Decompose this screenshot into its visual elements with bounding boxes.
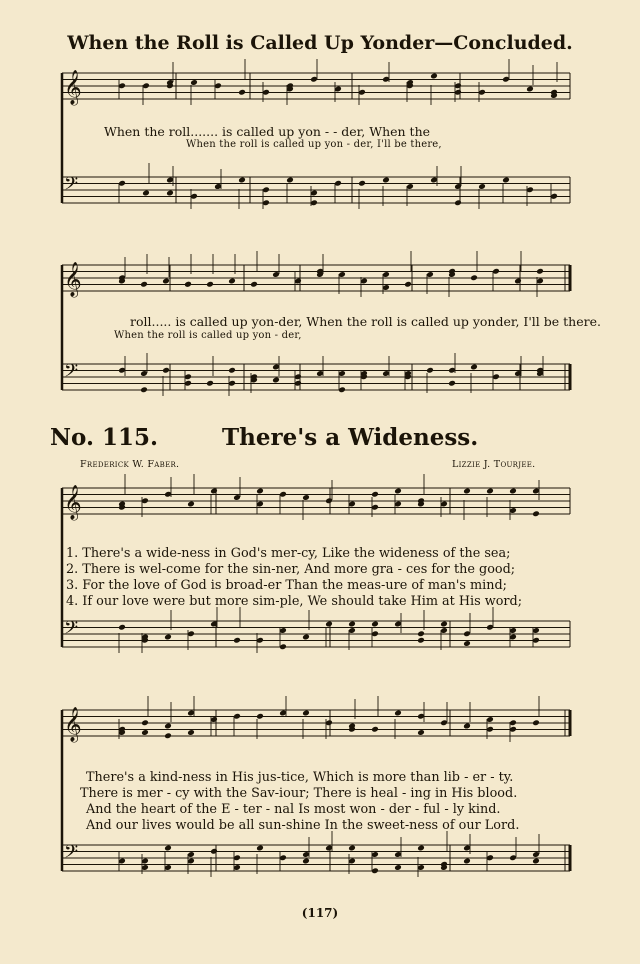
bass-clef-icon: 𝄢: [64, 618, 79, 643]
note-head: [286, 177, 294, 184]
note-head: [233, 637, 241, 644]
note-head: [394, 864, 402, 871]
verse-line-1b: There's a kind-ness in His jus-tice, Which is more than lib - er - ty.: [86, 770, 514, 785]
hymn-title: There's a Wideness.: [222, 424, 479, 451]
note-head: [256, 713, 264, 720]
note-head: [164, 634, 172, 641]
note-head: [162, 278, 170, 285]
system1-lyric-alto: When the roll is called up yon - der, I'll be there,: [186, 139, 442, 150]
note-head: [371, 726, 379, 733]
note-head: [470, 274, 478, 281]
verse-line-2b: There is mer - cy with the Sav-iour; There is heal - ing in His blood.: [80, 786, 518, 801]
system1-lyric-main: When the roll....... is called up yon - - der, When the: [104, 124, 431, 139]
verse-line-3a: 3. For the love of God is broad-er Than the meas-ure of man's mind;: [66, 578, 507, 593]
note-head: [140, 281, 148, 288]
note-head: [448, 380, 456, 387]
note-head: [526, 86, 534, 93]
note-head: [164, 732, 172, 739]
note-head: [141, 729, 149, 736]
hymn-number: No. 115.: [50, 424, 158, 451]
hymn-author: Frederick W. Faber.: [80, 459, 180, 470]
treble-clef-icon: 𝄞: [64, 262, 82, 297]
note-head: [302, 858, 310, 865]
note-head: [470, 364, 478, 371]
note-head: [164, 723, 172, 730]
note-head: [532, 510, 540, 517]
note-head: [302, 634, 310, 641]
verse-line-4b: And our lives would be all sun-shine In the sweet-ness of our Lord.: [86, 818, 520, 833]
note-head: [417, 729, 425, 736]
page-number: (117): [301, 906, 339, 920]
note-head: [486, 488, 494, 495]
note-head: [238, 89, 246, 96]
note-head: [348, 621, 356, 628]
note-head: [532, 719, 540, 726]
note-head: [532, 858, 540, 865]
treble-clef-icon: 𝄞: [64, 707, 82, 742]
note-head: [228, 367, 236, 374]
note-head: [463, 488, 471, 495]
bass-clef-icon: 𝄢: [64, 842, 79, 867]
page-title: When the Roll is Called Up Yonder—Concluded.: [67, 32, 573, 54]
note-head: [417, 845, 425, 852]
note-head: [118, 624, 126, 631]
note-head: [463, 858, 471, 865]
note-head: [190, 79, 198, 86]
note-head: [404, 281, 412, 288]
note-head: [210, 848, 218, 855]
note-head: [440, 621, 448, 628]
note-head: [348, 845, 356, 852]
note-head: [394, 710, 402, 717]
note-head: [142, 190, 150, 197]
note-head: [256, 845, 264, 852]
hymn-composer: Lizzie J. Tourjee.: [452, 459, 536, 470]
bass-clef-icon: 𝄢: [64, 361, 79, 386]
system2-lyric-alto: When the roll is called up yon - der,: [114, 330, 302, 341]
system2-lyric-main: roll..... is called up yon-der, When the roll is called up yonder, I'll be there.: [130, 314, 601, 329]
note-head: [206, 380, 214, 387]
note-head: [140, 386, 148, 393]
note-head: [371, 621, 379, 628]
note-head: [250, 281, 258, 288]
note-head: [325, 621, 333, 628]
note-head: [206, 281, 214, 288]
note-head: [228, 278, 236, 285]
note-head: [162, 367, 170, 374]
note-head: [454, 199, 462, 206]
treble-clef-icon: 𝄞: [64, 485, 82, 520]
note-head: [358, 180, 366, 187]
note-head: [164, 845, 172, 852]
note-head: [509, 488, 517, 495]
note-head: [210, 488, 218, 495]
verse-line-3b: And the heart of the E - ter - nal Is most won - der - ful - ly kind.: [86, 802, 501, 817]
verse-line-4a: 4. If our love were but more sim-ple, We should take Him at His word;: [66, 594, 523, 609]
bass-clef-icon: 𝄢: [64, 174, 79, 199]
note-head: [417, 637, 425, 644]
note-head: [141, 719, 149, 726]
note-head: [187, 501, 195, 508]
note-head: [426, 367, 434, 374]
note-head: [430, 73, 438, 80]
note-head: [502, 177, 510, 184]
note-head: [302, 494, 310, 501]
note-head: [302, 710, 310, 717]
note-head: [166, 190, 174, 197]
note-head: [272, 377, 280, 384]
note-head: [371, 491, 379, 498]
note-head: [238, 177, 246, 184]
note-head: [184, 281, 192, 288]
note-head: [478, 183, 486, 190]
note-head: [187, 729, 195, 736]
verse-line-1a: 1. There's a wide-ness in God's mer-cy, Like the wideness of the sea;: [66, 546, 511, 561]
note-head: [463, 640, 471, 647]
note-head: [382, 177, 390, 184]
note-head: [514, 278, 522, 285]
note-head: [417, 630, 425, 637]
treble-clef-icon: 𝄞: [64, 70, 82, 105]
verse-line-2a: 2. There is wel-come for the sin-ner, And more gra - ces for the good;: [66, 562, 516, 577]
note-head: [536, 268, 544, 275]
note-head: [463, 723, 471, 730]
note-head: [256, 488, 264, 495]
note-head: [394, 488, 402, 495]
